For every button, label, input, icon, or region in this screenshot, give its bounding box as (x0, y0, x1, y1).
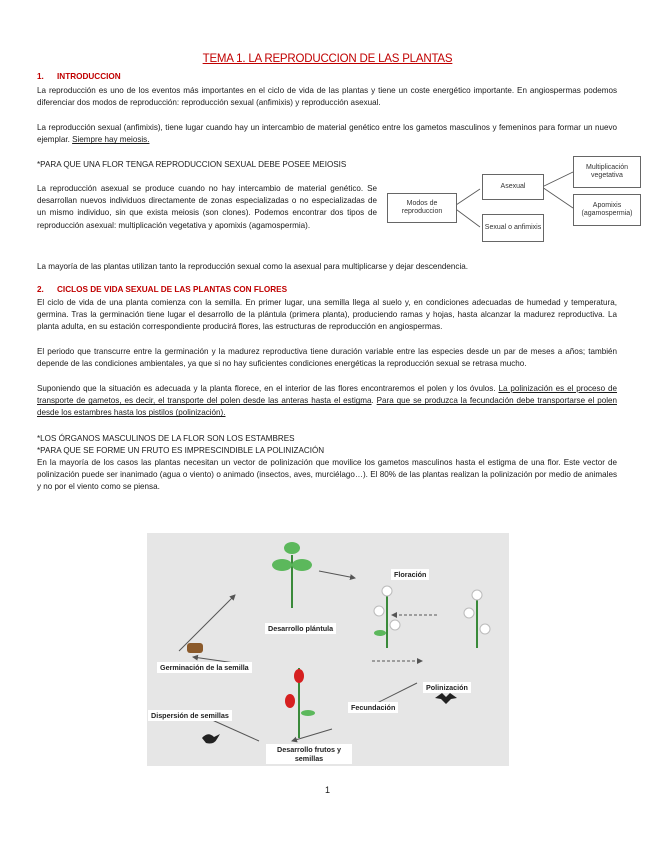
paragraph-ciclo-vida: El ciclo de vida de una planta comienza con la semilla. En primer lugar, una semilla llega al suelo y, en condiciones adecuadas de humedad y temperatura, germina. Tras la germinación tiene lugar el desarrollo de la plántula (primera planta), produciendo ramas y hojas, hasta alcanzar la madurez reproductiva. La planta adulta, en su estación correspondiente producirá flores, las estructuras de reproducción en angiospermas. (37, 298, 617, 332)
section-label: CICLOS DE VIDA SEXUAL DE LAS PLANTAS CON FLORES (57, 285, 288, 294)
paragraph-periodo: El periodo que transcurre entre la germinación y la madurez reproductiva tiene duración variable entre las especies desde un par de meses a años; también depende de las condiciones ambientales, ya que si no hay suficientes condiciones energéticas la reproducción sexual se retrasa mucho. (37, 347, 617, 369)
paragraph-sexual-text: La reproducción sexual (anfimixis), tiene lugar cuando hay un intercambio de material genético entre los gametos masculinos y femeninos para formar un nuevo ejemplar. (37, 123, 617, 145)
diagram-node-apomixis: Apomixis (agamospermia) (573, 194, 641, 226)
section-heading-introduccion (37, 72, 121, 81)
paragraph-sexual-underlined: Siempre hay meiosis. (72, 135, 150, 145)
section-label: INTRODUCCION (57, 72, 121, 81)
diagram-node-modos: Modos de reproduccion (387, 193, 457, 223)
label-polinizacion: Polinización (423, 682, 471, 693)
flowering-plant-icon (464, 590, 490, 648)
life-cycle-figure (147, 533, 509, 766)
page-title: TEMA 1. LA REPRODUCCION DE LAS PLANTAS (202, 53, 453, 65)
paragraph-sexual (37, 122, 617, 146)
label-frutos: Desarrollo frutos y semillas (266, 744, 352, 764)
diagram-node-sexual: Sexual o anfimixis (482, 214, 544, 242)
paragraph-asexual: La reproducción asexual se produce cuando no hay intercambio de material genético. Se desarrollan nuevos individuos directamente de zonas especializadas o no especializadas de un mismo individuo, sin que exista meiosis (son clones). Podemos encontrar dos tipos de reproducción asexual: multiplicación vegetativa y apomixis (agamospermia). (37, 184, 377, 230)
label-plantula: Desarrollo plántula (265, 623, 336, 634)
section-number: 1. (37, 72, 44, 81)
paragraph-polinizacion-definition: La polinización es el proceso de transporte de gametos, es decir, el transporte del polen desde las anteras hasta el estigma (37, 384, 618, 406)
diagram-node-asexual: Asexual (482, 174, 544, 200)
seed-icon (187, 643, 203, 653)
flowering-plant-icon (374, 586, 400, 648)
bird-icon (202, 734, 220, 744)
bat-icon (435, 693, 457, 704)
page-number: 1 (324, 785, 330, 795)
paragraph-polinizacion-sep: . (371, 396, 377, 406)
paragraph-intro: La reproducción es uno de los eventos más importantes en el ciclo de vida de las plantas y tiene un coste energético importante. En angiospermas podemos diferenciar dos modos de reproducción: reproducción sexual (anfimixis) y reproducción asexual. (37, 86, 617, 108)
paragraph-polinizacion (37, 383, 617, 420)
fruit-plant-icon (285, 668, 315, 738)
note-estambres: *LOS ÓRGANOS MASCULINOS DE LA FLOR SON LOS ESTAMBRES (37, 434, 295, 443)
note-meiosis: *PARA QUE UNA FLOR TENGA REPRODUCCION SEXUAL DEBE POSEE MEIOSIS (37, 160, 347, 169)
paragraph-polinizacion-text: Suponiendo que la situación es adecuada y la planta florece, en el interior de las flores encontraremos el polen y los óvulos. (37, 384, 499, 393)
life-cycle-illustration (147, 533, 509, 766)
label-dispersion: Dispersión de semillas (148, 710, 232, 721)
paragraph-vector: En la mayoría de los casos las plantas necesitan un vector de polinización que movilice los gametos masculinos hasta el estigma de una flor. Este vector de polinización puede ser inanimado (agua o viento) o animado (insectos, aves, murciélago…). El 80% de las plantas realizan la polinización por medio de animales y no por el viento como se piensa. (37, 458, 617, 492)
label-floracion: Floración (391, 569, 429, 580)
paragraph-polinizacion-fecundacion: Para que se produzca la fecundación debe transportarse el polen desde los estambres hasta los pistilos (polinización). (37, 396, 617, 418)
paragraph-mayoria: La mayoría de las plantas utilizan tanto la reproducción sexual como la asexual para multiplicarse y dejar descendencia. (37, 262, 469, 271)
label-germinacion: Germinación de la semilla (157, 662, 252, 673)
seedling-icon (272, 542, 312, 608)
label-fecundacion: Fecundación (348, 702, 398, 713)
note-fruto: *PARA QUE SE FORME UN FRUTO ES IMPRESCINDIBLE LA POLINIZACIÓN (37, 446, 325, 455)
section-heading-ciclos (37, 285, 287, 294)
diagram-node-vegetativa: Multiplicación vegetativa (573, 156, 641, 188)
section-number: 2. (37, 285, 44, 294)
